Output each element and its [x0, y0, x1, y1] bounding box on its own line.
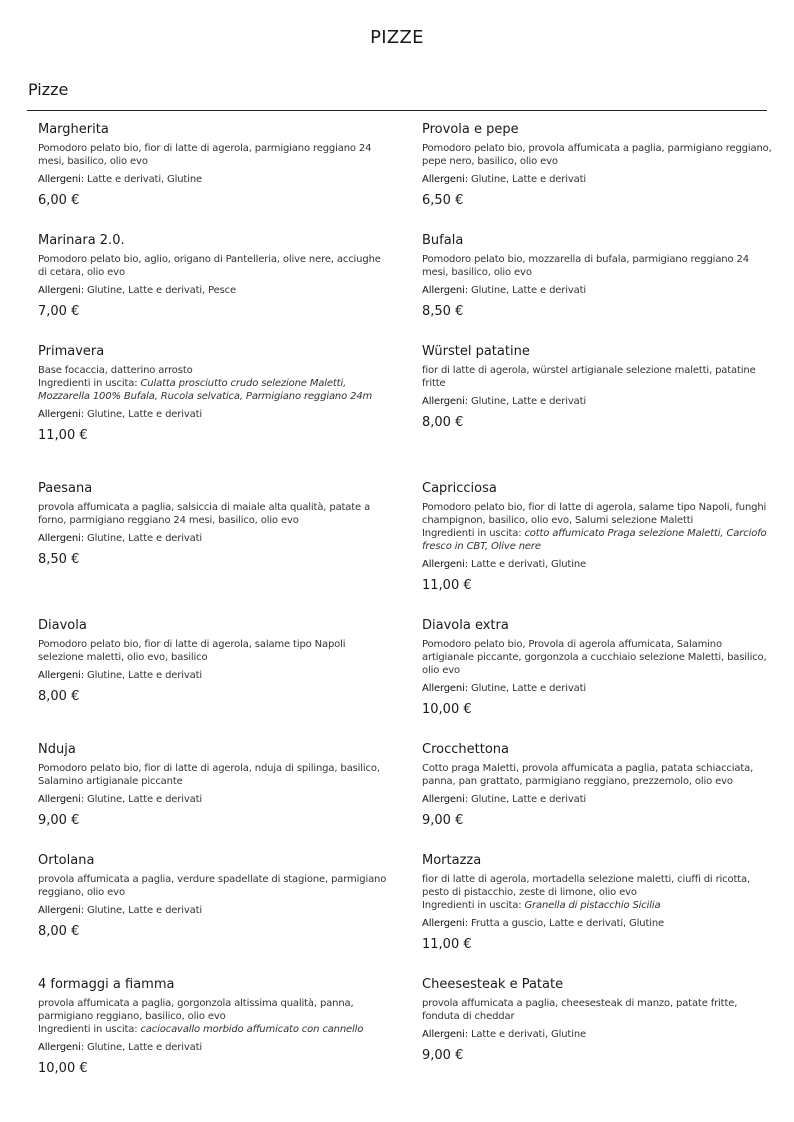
item-description: Pomodoro pelato bio, Provola di agerola affumicata, Salamino artigianale piccante, gorgonzola a cucchiaio selezione Maletti, basilico, olio evo	[422, 639, 767, 676]
item-price: 6,50 €	[422, 193, 464, 208]
item-allergens	[38, 669, 388, 682]
item-price: 9,00 €	[38, 813, 80, 828]
menu-item	[422, 618, 772, 718]
allergens-value: : Glutine, Latte e derivati	[80, 670, 203, 681]
item-allergens	[38, 1041, 388, 1054]
allergens-value: : Glutine, Latte e derivati	[80, 1042, 203, 1053]
menu-item	[422, 977, 772, 1064]
ingredients-label: Ingredienti in uscita:	[38, 1024, 141, 1035]
menu-item	[422, 742, 772, 829]
item-name: Nduja	[38, 742, 76, 757]
allergens-value: : Glutine, Latte e derivati	[464, 174, 587, 185]
menu-item	[422, 233, 772, 320]
item-price: 8,50 €	[38, 552, 80, 567]
allergens-label: Allergeni	[422, 396, 465, 407]
item-price: 11,00 €	[422, 937, 472, 952]
item-description: Cotto praga Maletti, provola affumicata a paglia, patata schiacciata, panna, pan grattato, parmigiano reggiano, prezzemolo, olio evo	[422, 763, 754, 787]
item-description: fior di latte di agerola, mortadella selezione maletti, ciuffi di ricotta, pesto di pistacchio, zeste di limone, olio evo	[422, 874, 751, 898]
item-price: 10,00 €	[422, 702, 472, 717]
item-description: provola affumicata a paglia, salsiccia di maiale alta qualità, patate a forno, parmigiano reggiano 24 mesi, basilico, olio evo	[38, 502, 371, 526]
menu-item	[422, 344, 772, 431]
allergens-label: Allergeni	[422, 918, 465, 929]
allergens-value: : Latte e derivati, Glutine	[80, 174, 203, 185]
item-price: 9,00 €	[422, 1048, 464, 1063]
item-price: 8,00 €	[422, 415, 464, 430]
allergens-value: : Glutine, Latte e derivati, Pesce	[80, 285, 237, 296]
item-allergens	[422, 1028, 772, 1041]
item-description: provola affumicata a paglia, verdure spadellate di stagione, parmigiano reggiano, olio evo	[38, 874, 387, 898]
item-description: Pomodoro pelato bio, provola affumicata a paglia, parmigiano reggiano, pepe nero, basilico, olio evo	[422, 143, 772, 167]
allergens-value: : Latte e derivati, Glutine	[464, 1029, 587, 1040]
menu-item	[38, 742, 388, 829]
allergens-value: : Glutine, Latte e derivati	[80, 409, 203, 420]
item-name: Paesana	[38, 481, 93, 496]
item-allergens	[422, 395, 772, 408]
item-name: Ortolana	[38, 853, 95, 868]
allergens-label: Allergeni	[422, 285, 465, 296]
item-price: 8,00 €	[38, 689, 80, 704]
item-name: Diavola	[38, 618, 87, 633]
page-title: PIZZE	[370, 27, 424, 48]
item-name: Crocchettona	[422, 742, 509, 757]
item-name: Capricciosa	[422, 481, 497, 496]
allergens-value: : Latte e derivati, Glutine	[464, 559, 587, 570]
item-name: 4 formaggi a fiamma	[38, 977, 175, 992]
item-price: 10,00 €	[38, 1061, 88, 1076]
allergens-label: Allergeni	[38, 174, 81, 185]
allergens-label: Allergeni	[38, 794, 81, 805]
item-price: 8,00 €	[38, 924, 80, 939]
section-title: Pizze	[28, 80, 69, 99]
item-price: 6,00 €	[38, 193, 80, 208]
item-description: Pomodoro pelato bio, fior di latte di agerola, nduja di spilinga, basilico, Salamino artigianale piccante	[38, 763, 380, 787]
item-price: 7,00 €	[38, 304, 80, 319]
item-description: provola affumicata a paglia, cheesesteak di manzo, patate fritte, fonduta di cheddar	[422, 998, 738, 1022]
allergens-label: Allergeni	[38, 409, 81, 420]
item-name: Diavola extra	[422, 618, 509, 633]
menu-item	[38, 618, 388, 705]
item-allergens	[38, 173, 388, 186]
ingredients-value: Granella di pistacchio Sicilia	[524, 900, 661, 911]
allergens-value: : Glutine, Latte e derivati	[464, 794, 587, 805]
allergens-label: Allergeni	[38, 1042, 81, 1053]
allergens-label: Allergeni	[422, 174, 465, 185]
allergens-label: Allergeni	[38, 905, 81, 916]
allergens-label: Allergeni	[38, 670, 81, 681]
item-ingredients	[38, 377, 388, 403]
item-allergens	[38, 904, 388, 917]
item-name: Marinara 2.0.	[38, 233, 125, 248]
item-ingredients	[422, 527, 772, 553]
ingredients-value: Culatta prosciutto crudo selezione Maletti, Mozzarella 100% Bufala, Rucola selvatica, Parmigiano reggiano 24m	[38, 378, 373, 402]
item-allergens	[38, 532, 388, 545]
menu-item	[38, 344, 388, 444]
menu-item	[38, 481, 388, 568]
item-allergens	[38, 408, 388, 421]
item-description: Base focaccia, datterino arrosto	[38, 365, 193, 376]
ingredients-value: cotto affumicato Praga selezione Maletti, Carciofo fresco in CBT, Olive nere	[422, 528, 767, 552]
allergens-value: : Glutine, Latte e derivati	[80, 905, 203, 916]
item-allergens	[38, 284, 388, 297]
allergens-label: Allergeni	[422, 794, 465, 805]
item-allergens	[38, 793, 388, 806]
allergens-value: : Frutta a guscio, Latte e derivati, Glutine	[464, 918, 665, 929]
menu-item	[422, 481, 772, 594]
item-name: Provola e pepe	[422, 122, 519, 137]
menu-item	[38, 853, 388, 940]
ingredients-label: Ingredienti in uscita:	[422, 528, 525, 539]
ingredients-label: Ingredienti in uscita:	[422, 900, 525, 911]
allergens-label: Allergeni	[38, 285, 81, 296]
allergens-value: : Glutine, Latte e derivati	[80, 533, 203, 544]
item-description: provola affumicata a paglia, gorgonzola altissima qualità, panna, parmigiano reggiano, basilico, olio evo	[38, 998, 354, 1022]
item-name: Cheesesteak e Patate	[422, 977, 564, 992]
item-name: Margherita	[38, 122, 109, 137]
ingredients-value: caciocavallo morbido affumicato con cannello	[140, 1024, 364, 1035]
ingredients-label: Ingredienti in uscita:	[38, 378, 141, 389]
item-allergens	[422, 558, 772, 571]
item-name: Würstel patatine	[422, 344, 530, 359]
item-price: 8,50 €	[422, 304, 464, 319]
item-allergens	[422, 284, 772, 297]
item-name: Mortazza	[422, 853, 482, 868]
menu-item	[38, 233, 388, 320]
allergens-label: Allergeni	[422, 683, 465, 694]
item-description: Pomodoro pelato bio, aglio, origano di Pantelleria, olive nere, acciughe di cetara, olio evo	[38, 254, 381, 278]
allergens-value: : Glutine, Latte e derivati	[464, 683, 587, 694]
item-description: fior di latte di agerola, würstel artigianale selezione maletti, patatine fritte	[422, 365, 756, 389]
menu-item	[38, 977, 388, 1077]
item-price: 9,00 €	[422, 813, 464, 828]
item-name: Bufala	[422, 233, 464, 248]
item-ingredients	[422, 899, 772, 912]
item-price: 11,00 €	[38, 428, 88, 443]
item-allergens	[422, 173, 772, 186]
item-description: Pomodoro pelato bio, fior di latte di agerola, salame tipo Napoli selezione maletti, olio evo, basilico	[38, 639, 346, 663]
item-allergens	[422, 917, 772, 930]
section-divider	[27, 110, 767, 111]
allergens-label: Allergeni	[422, 559, 465, 570]
item-description: Pomodoro pelato bio, mozzarella di bufala, parmigiano reggiano 24 mesi, basilico, olio evo	[422, 254, 749, 278]
menu-item	[422, 853, 772, 953]
item-price: 11,00 €	[422, 578, 472, 593]
allergens-label: Allergeni	[422, 1029, 465, 1040]
allergens-value: : Glutine, Latte e derivati	[464, 396, 587, 407]
allergens-value: : Glutine, Latte e derivati	[464, 285, 587, 296]
menu-item	[38, 122, 388, 209]
menu-item	[422, 122, 772, 209]
item-description: Pomodoro pelato bio, fior di latte di agerola, salame tipo Napoli, funghi champignon, basilico, olio evo, Salumi selezione Maletti	[422, 502, 767, 526]
allergens-label: Allergeni	[38, 533, 81, 544]
item-ingredients	[38, 1023, 388, 1036]
item-name: Primavera	[38, 344, 105, 359]
item-allergens	[422, 793, 772, 806]
item-allergens	[422, 682, 772, 695]
item-description: Pomodoro pelato bio, fior di latte di agerola, parmigiano reggiano 24 mesi, basilico, olio evo	[38, 143, 372, 167]
allergens-value: : Glutine, Latte e derivati	[80, 794, 203, 805]
